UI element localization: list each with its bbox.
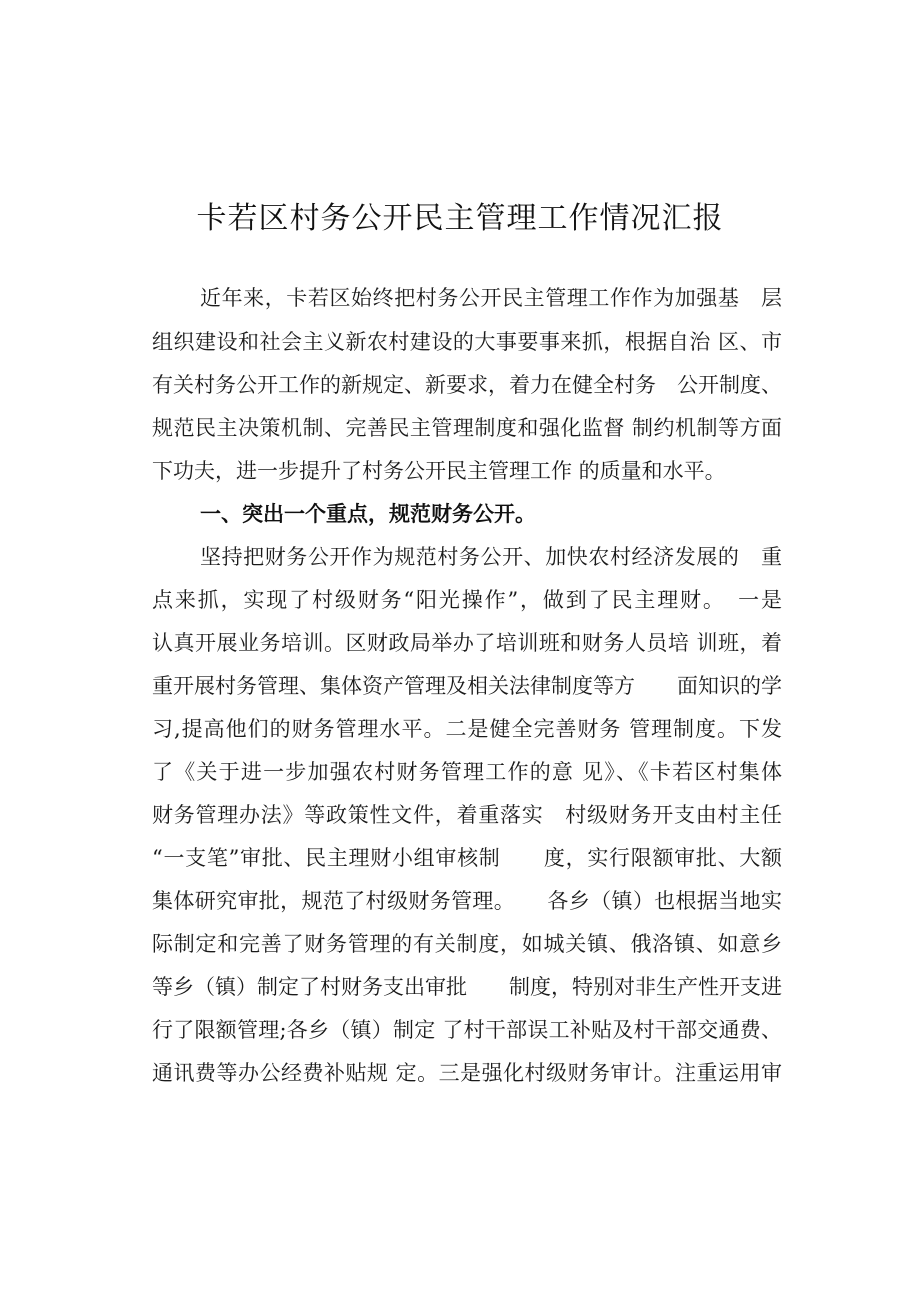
body-line: 际制定和完善了财务管理的有关制度，如城关镇、俄洛镇、如意乡: [152, 932, 782, 956]
intro-line: 组织建设和社会主义新农村建设的大事要事来抓，根据自治 区、市: [152, 330, 782, 354]
intro-line: 有关村务公开工作的新规定、新要求，着力在健全村务 公开制度、: [152, 373, 782, 397]
document-title: 卡若区村务公开民主管理工作情况汇报: [196, 201, 724, 236]
intro-line: 下功夫，进一步提升了村务公开民主管理工作 的质量和水平。: [152, 459, 726, 483]
body-line: 了《关于进一步加强农村财务管理工作的意 见》、《卡若区村集体: [152, 760, 782, 784]
body-line: 等乡（镇）制定了村财务支出审批 制度，特别对非生产性开支进: [152, 975, 782, 999]
body-line: 习,提高他们的财务管理水平。二是健全完善财务 管理制度。下发: [152, 717, 782, 741]
body-line: 重开展村务管理、集体资产管理及相关法律制度等方 面知识的学: [152, 674, 782, 698]
body-line: 通讯费等办公经费补贴规 定。三是强化村级财务审计。注重运用审: [152, 1061, 782, 1085]
body-line: 点来抓，实现了村级财务“阳光操作”，做到了民主理财。 一是: [152, 588, 782, 612]
intro-line: 近年来，卡若区始终把村务公开民主管理工作作为加强基 层: [200, 286, 782, 310]
body-line: “一支笔”审批、民主理财小组审核制 度，实行限额审批、大额: [152, 846, 782, 870]
section-heading: 一、突出一个重点，规范财务公开。: [200, 502, 536, 526]
body-line: 认真开展业务培训。区财政局举办了培训班和财务人员培 训班，着: [152, 631, 782, 655]
body-line: 行了限额管理;各乡（镇）制定 了村干部误工补贴及村干部交通费、: [152, 1018, 782, 1042]
body-line: 财务管理办法》等政策性文件，着重落实 村级财务开支由村主任: [152, 803, 782, 827]
body-line: 集体研究审批，规范了村级财务管理。 各乡（镇）也根据当地实: [152, 889, 782, 913]
body-line: 坚持把财务公开作为规范村务公开、加快农村经济发展的 重: [200, 545, 782, 569]
intro-line: 规范民主决策机制、完善民主管理制度和强化监督 制约机制等方面: [152, 416, 782, 440]
